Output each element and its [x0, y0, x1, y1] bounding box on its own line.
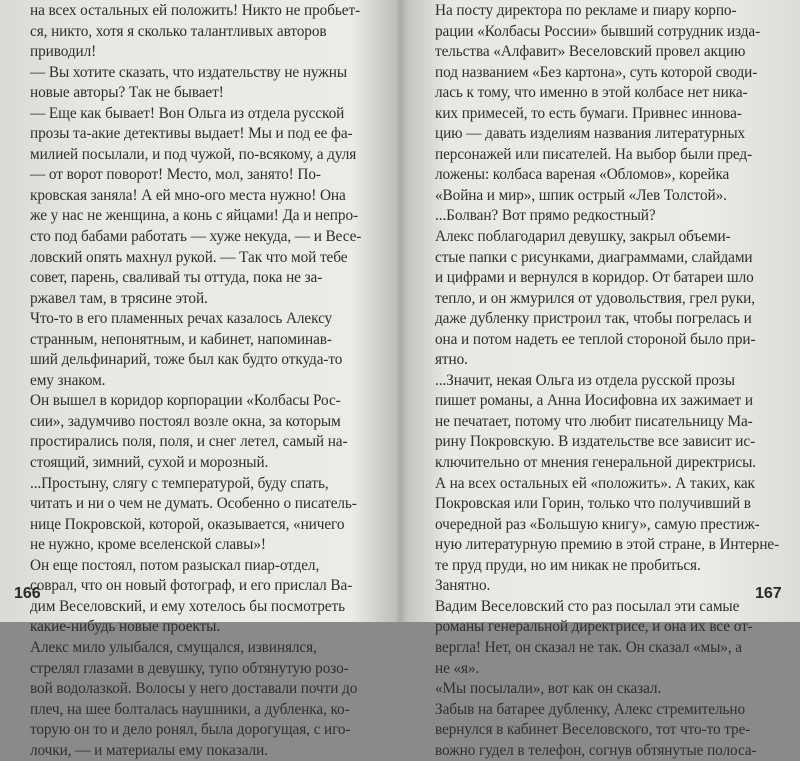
text-line: простирались поля, поля, и снег летел, самый на-	[30, 433, 348, 451]
text-line: она и потом надеть ее теплой стороной было при-	[435, 330, 756, 348]
text-line: — от ворот поворот! Место, мол, занято! По-	[30, 166, 321, 184]
text-line: романы генеральной директрисе, и она их все от-	[435, 618, 753, 636]
text-line: пишет романы, а Анна Иосифовна их зажимает и	[435, 392, 753, 410]
text-line: соврал, что он новый фотограф, и его прислал Ва-	[30, 577, 353, 595]
text-line: нице Покровской, которой, оказывается, «ничего	[30, 515, 345, 533]
left-page-text	[30, 1, 377, 761]
text-line: же у нас не женщина, а конь с яйцами! Да и непро-	[30, 207, 358, 225]
text-line: вергла! Нет, он сказал не так. Он сказал «мы», а	[435, 638, 742, 656]
text-line: ятно.	[435, 351, 468, 369]
text-line: персонажей или писателей. На выбор были пред-	[435, 145, 753, 163]
text-line: стоящий, зимний, сухой и морозный.	[30, 454, 269, 472]
text-line: странным, непонятным, и кабинет, напоминав-	[30, 330, 332, 348]
text-line: совет, парень, сваливай ты оттуда, пока не за-	[30, 269, 323, 287]
text-line: прозы та-акие детективы выдает! Мы и под ее фа-	[30, 125, 353, 143]
text-line: Вадим Веселовский сто раз посылал эти самые	[435, 597, 740, 615]
text-line: под названием «Без картона», суть которой своди-	[435, 63, 758, 81]
text-line: стые папки с рисунками, диаграммами, слайдами	[435, 248, 753, 266]
text-line: Он еще постоял, потом разыскал пиар-отдел,	[30, 556, 320, 574]
text-line: ...Болван? Вот прямо редкостный?	[435, 207, 656, 225]
text-line: ему знаком.	[30, 371, 106, 389]
text-line: торую он то и дело ронял, была дорогущая, с иго-	[30, 721, 351, 739]
text-line: приводил!	[30, 43, 97, 61]
text-line: кровская заняла! А ей мно-ого места нужно! Она	[30, 186, 346, 204]
text-line: дим Веселовский, и ему хотелось бы посмотреть	[30, 597, 345, 615]
text-line: ржавел там, в трясине этой.	[30, 289, 208, 307]
text-line: сто под бабами работать — хуже некуда, — и Весе-	[30, 228, 362, 246]
text-line: — Вы хотите сказать, что издательству не нужны	[30, 63, 348, 81]
text-line: ную литературную премию в этой стране, в Интерне-	[435, 536, 780, 554]
text-line: ...Простыну, слягу с температурой, буду спать,	[30, 474, 329, 492]
text-line: Он вышел в коридор корпорации «Колбасы Рос-	[30, 392, 341, 410]
text-line: «Мы посылали», вот как он сказал.	[435, 680, 662, 698]
text-line: плеч, на шее болталась наушники, а дубленка, ко-	[30, 700, 350, 718]
text-line: «Война и мир», шпик острый «Лев Толстой».	[435, 186, 727, 204]
text-line: цию — давать изделиям названия литературных	[435, 125, 746, 143]
text-line: сии», задумчиво постоял возле окна, за которым	[30, 412, 341, 430]
text-line: не нужно, кроме вселенской славы»!	[30, 536, 266, 554]
text-line: ший дельфинарий, тоже был как будто откуда-то	[30, 351, 343, 369]
text-line: на всех остальных ей положить! Никто не пробьет-	[30, 2, 361, 19]
left-page-number: 166	[14, 585, 41, 602]
text-line: Забыв на батарее дубленку, Алекс стремительно	[435, 700, 745, 718]
text-line: Покровская или Горин, только что получивший в	[435, 495, 751, 513]
text-line: не печатает, потому что любит писательницу Ма-	[435, 412, 753, 430]
text-line: рину Покровскую. В издательстве все зависит ис-	[435, 433, 756, 451]
right-page	[400, 0, 800, 759]
text-line: ложены: колбаса вареная «Обломов», корейка	[435, 166, 730, 184]
text-line: не «я».	[435, 659, 480, 677]
text-line: Алекс поблагодарил девушку, закрыл объеми-	[435, 228, 731, 246]
text-line: А на всех остальных ей «положить». А таких, как	[435, 474, 755, 492]
text-line: ся, никто, хотя я сколько талантливых авторов	[30, 22, 327, 40]
text-line: ловский опять махнул рукой. — Так что мой тебе	[30, 248, 348, 266]
text-line: Что-то в его пламенных речах казалось Алексу	[30, 310, 333, 328]
right-page-text	[435, 1, 785, 761]
text-line: тепло, и он жмурился от удовольствия, грел руки,	[435, 289, 755, 307]
text-line: даже дубленку пристроил так, чтобы погрелась и	[435, 310, 752, 328]
text-line: новые авторы? Так не бывает!	[30, 84, 224, 102]
text-line: очередной раз «Большую книгу», самую престиж-	[435, 515, 760, 533]
text-line: вернулся в кабинет Веселовского, тот что-то тре-	[435, 721, 751, 739]
text-line: вой водолазкой. Волосы у него доставали почти до	[30, 680, 358, 698]
text-line: те пруд пруди, но им никак не пробиться.	[435, 556, 701, 574]
right-page-number: 167	[755, 585, 782, 602]
text-line: На посту директора по рекламе и пиару корпо-	[435, 2, 737, 19]
text-line: ких примесей, то есть бумаги. Привнес иннова-	[435, 104, 742, 122]
text-line: милией посылали, и под чужой, по-всякому, а дуля	[30, 145, 357, 163]
left-page	[0, 0, 400, 759]
text-line: и цифрами и вернулся в коридор. От батареи шло	[435, 269, 754, 287]
text-line: стрелял глазами в девушку, тупо обтянутую розо-	[30, 659, 349, 677]
text-line: какие-нибудь новые проекты.	[30, 618, 221, 636]
text-line: ...Значит, некая Ольга из отдела русской прозы	[435, 371, 735, 389]
text-line: — Еще как бывает! Вон Ольга из отдела русской	[30, 104, 345, 122]
text-line: ключительно от мнения генеральной директрисы.	[435, 454, 756, 472]
text-line: читать и ни о чем не думать. Особенно о писатель-	[30, 495, 357, 513]
text-line: лась к тому, что именно в этой колбасе нет ника-	[435, 84, 748, 102]
text-line: вожно гудел в телефон, согнув обтянутые полоса-	[435, 741, 757, 759]
text-line: Занятно.	[435, 577, 491, 595]
text-line: Алекс мило улыбался, смущался, извинялся,	[30, 638, 317, 656]
text-line: лочки, — и материалы ему показали.	[30, 741, 268, 759]
text-line: рации «Колбасы России» бывший сотрудник изда-	[435, 22, 761, 40]
text-line: тельства «Алфавит» Веселовский провел акцию	[435, 43, 746, 61]
